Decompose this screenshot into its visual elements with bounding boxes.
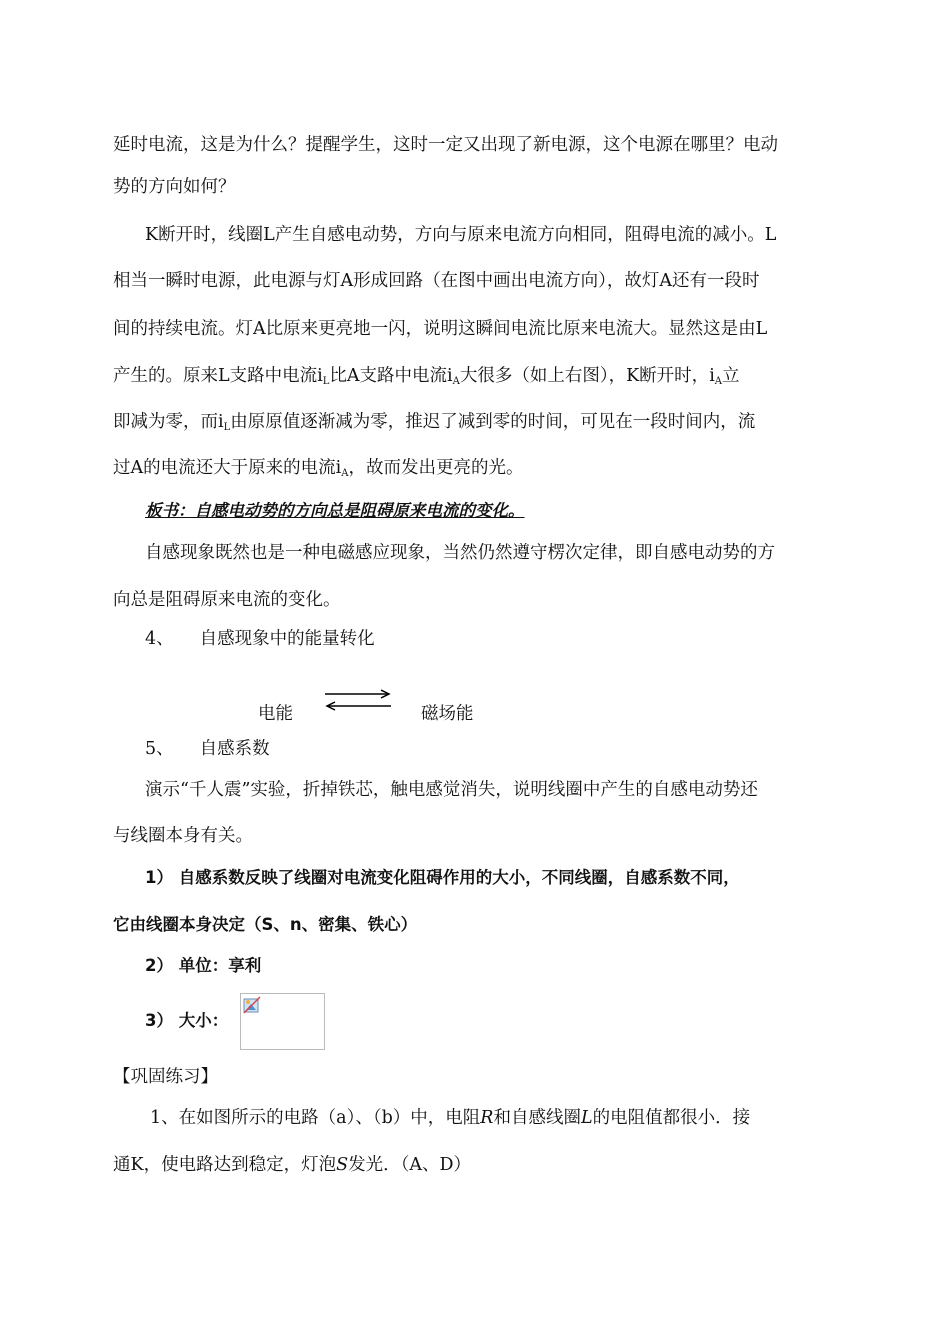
paragraph-line: 与线圈本身有关。 — [113, 826, 253, 846]
paragraph-line: 演示“千人震”实验，折掉铁芯，触电感觉消失，说明线圈中产生的自感电动势还 — [145, 780, 758, 800]
section-heading: 5、 自感系数 — [145, 739, 270, 759]
paragraph-line: 自感现象既然也是一种电磁感应现象，当然仍然遵守楞次定律，即自感电动势的方 — [145, 543, 775, 563]
paragraph-line: 间的持续电流。灯A比原来更亮地一闪，说明这瞬间电流比原来电流大。显然这是由L — [113, 319, 768, 339]
list-item: 3） 大小： — [145, 1011, 229, 1030]
paragraph-line: 相当一瞬时电源，此电源与灯A形成回路（在图中画出电流方向），故灯A还有一段时 — [113, 271, 760, 291]
list-item: 2） 单位：享利 — [145, 956, 262, 975]
practice-title: 【巩固练习】 — [113, 1067, 218, 1087]
paragraph-line: K断开时，线圈L产生自感电动势，方向与原来电流方向相同，阻碍电流的减小。L — [145, 225, 777, 245]
list-item: 它由线圈本身决定（S、n、密集、铁心） — [113, 915, 418, 934]
paragraph-line: 过A的电流还大于原来的电流$i_A$，故而发出更亮的光。 — [113, 458, 524, 479]
energy-label-left: 电能 — [258, 704, 293, 724]
paragraph-line: 产生的。原来L支路中电流$i_L$比A支路中电流$i_A$大很多（如上右图），K断开时，$i_A$立 — [113, 366, 740, 387]
paragraph-line: 势的方向如何？ — [113, 177, 236, 197]
paragraph-line: 向总是阻碍原来电流的变化。 — [113, 590, 341, 610]
question-line: 1、在如图所示的电路（a）、（b）中，电阻R和自感线圈L的电阻值都很小．接 — [150, 1108, 751, 1128]
broken-image-placeholder — [240, 993, 325, 1050]
energy-label-right: 磁场能 — [421, 704, 474, 724]
broken-image-icon — [243, 996, 261, 1014]
list-item: 1） 自感系数反映了线圈对电流变化阻碍作用的大小，不同线圈，自感系数不同， — [145, 868, 740, 887]
section-heading: 4、 自感现象中的能量转化 — [145, 629, 375, 649]
question-line: 通K，使电路达到稳定，灯泡S发光．（A、D） — [113, 1155, 471, 1175]
double-arrow-icon — [323, 688, 393, 712]
paragraph-line: 即减为零，而$i_L$由原原值逐渐减为零，推迟了减到零的时间，可见在一段时间内，流 — [113, 412, 756, 433]
blackboard-note: 板书：自感电动势的方向总是阻碍原来电流的变化。 — [145, 501, 525, 520]
paragraph-line: 延时电流，这是为什么？提醒学生，这时一定又出现了新电源，这个电源在哪里？电动 — [113, 135, 778, 155]
